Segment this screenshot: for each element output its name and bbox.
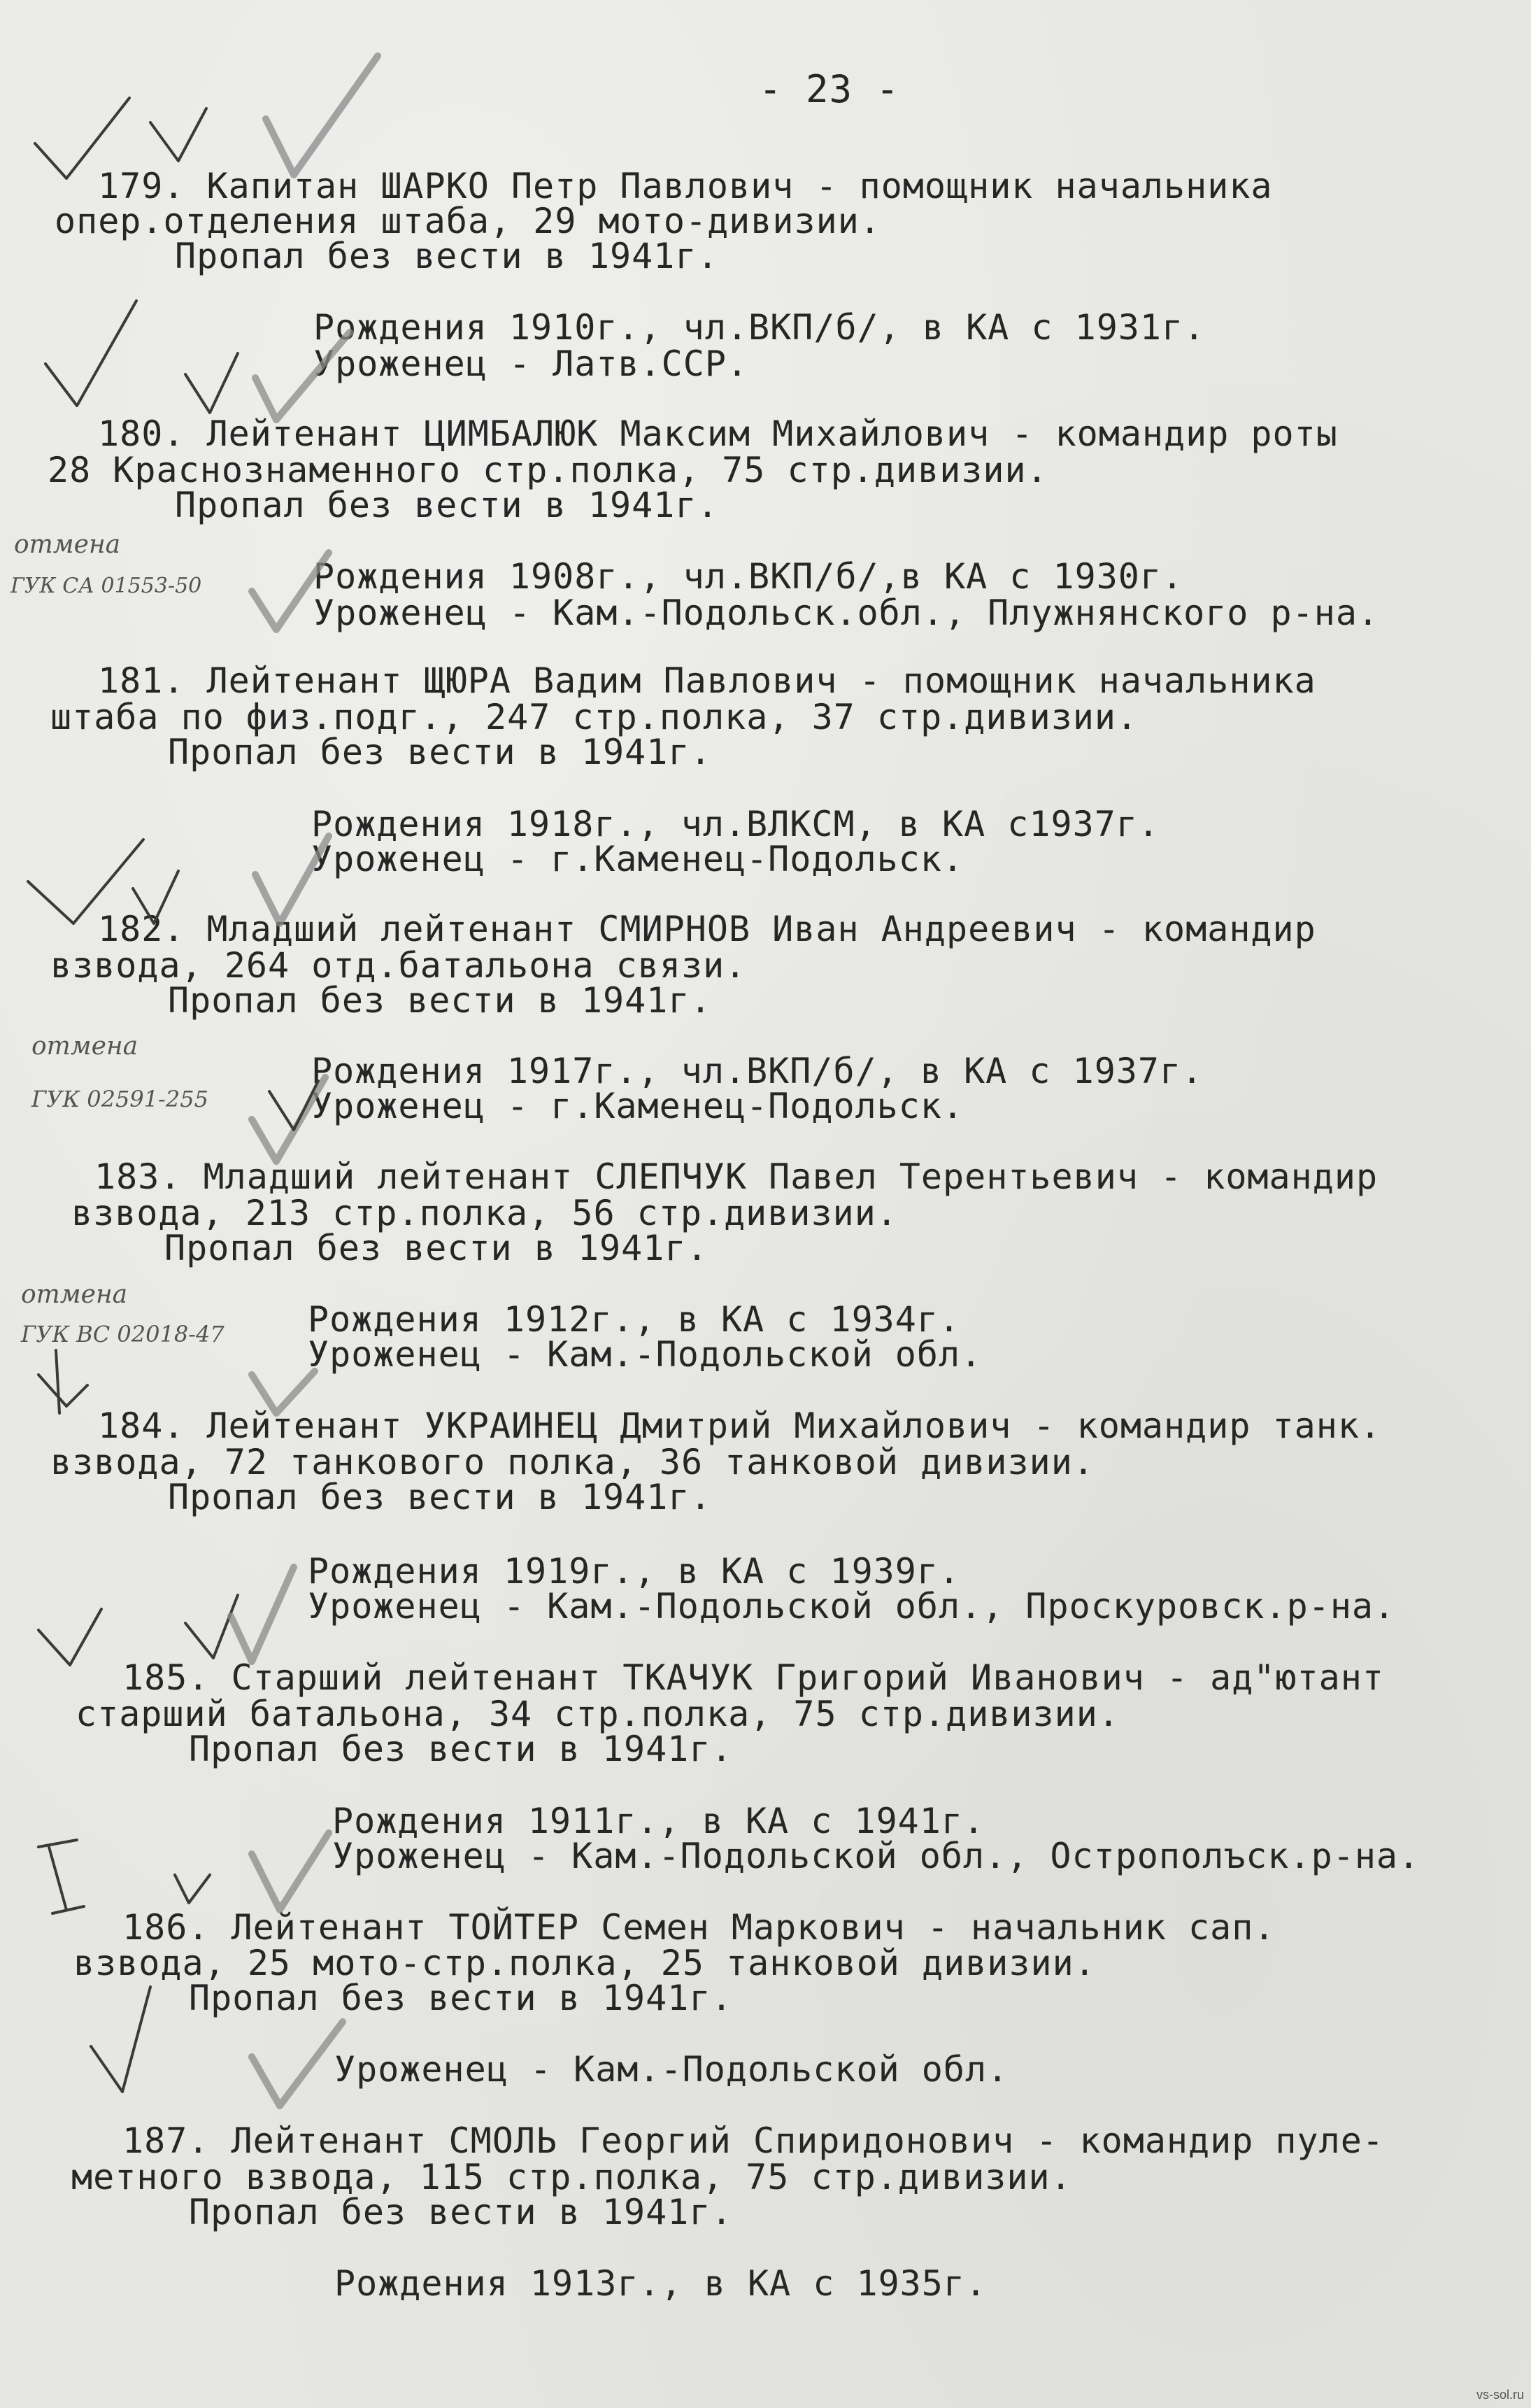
entry-182-line-1: 182. Младший лейтенант СМИРНОВ Иван Андреевич - командир bbox=[98, 909, 1316, 949]
entry-185-line-5: Уроженец - Кам.-Подольской обл., Острополъск.р-на. bbox=[332, 1836, 1420, 1876]
entry-181-line-2: штаба по физ.подг., 247 стр.полка, 37 стр.дивизии. bbox=[50, 697, 1139, 737]
margin-note-guk-3: ГУК ВС 02018-47 bbox=[21, 1321, 225, 1347]
entry-181-line-4: Рождения 1918г., чл.ВЛКСМ, в КА с1937г. bbox=[311, 804, 1160, 844]
margin-note-otmena-3: отмена bbox=[21, 1280, 128, 1309]
entry-179-line-1: 179. Капитан ШАРКО Петр Павлович - помощник начальника bbox=[98, 166, 1273, 206]
entry-180-line-5: Уроженец - Кам.-Подольск.обл., Плужнянского р-на. bbox=[313, 593, 1380, 633]
check-mark-185 bbox=[38, 1567, 294, 1665]
entry-181-line-1: 181. Лейтенант ЩЮРА Вадим Павлович - помощник начальника bbox=[98, 660, 1316, 701]
entry-184-line-1: 184. Лейтенант УКРАИНЕЦ Дмитрий Михайлович - командир танк. bbox=[98, 1405, 1382, 1446]
entry-179-line-2: опер.отделения штаба, 29 мото-дивизии. bbox=[55, 201, 881, 241]
entry-185-line-3: Пропал без вести в 1941г. bbox=[189, 1729, 733, 1769]
entry-182-line-3: Пропал без вести в 1941г. bbox=[168, 980, 712, 1021]
watermark: vs-sol.ru bbox=[1476, 2388, 1524, 2402]
margin-note-otmena-1: отмена bbox=[14, 530, 121, 559]
entry-187-line-1: 187. Лейтенант СМОЛЬ Георгий Спиридонович - командир пуле- bbox=[122, 2120, 1384, 2161]
entry-183-line-4: Рождения 1912г., в КА с 1934г. bbox=[308, 1299, 961, 1340]
check-mark-184 bbox=[38, 1350, 315, 1413]
entry-179-line-3: Пропал без вести в 1941г. bbox=[175, 236, 719, 276]
entry-184-line-4: Рождения 1919г., в КА с 1939г. bbox=[308, 1551, 961, 1592]
entry-186-line-3: Пропал без вести в 1941г. bbox=[189, 1978, 733, 2018]
entry-180-line-2: 28 Краснознаменного стр.полка, 75 стр.дивизии. bbox=[48, 450, 1048, 490]
entry-184-line-3: Пропал без вести в 1941г. bbox=[168, 1477, 712, 1517]
entry-180-line-1: 180. Лейтенант ЦИМБАЛЮК Максим Михайлович - командир роты bbox=[98, 413, 1338, 454]
entry-185-line-1: 185. Старший лейтенант ТКАЧУК Григорий Иванович - ад"ютант bbox=[122, 1657, 1384, 1698]
entry-186-line-2: взвода, 25 мото-стр.полка, 25 танковой дивизии. bbox=[73, 1943, 1096, 1983]
entry-185-line-4: Рождения 1911г., в КА с 1941г. bbox=[332, 1801, 985, 1841]
check-mark-186 bbox=[38, 1833, 329, 1913]
entry-183-line-5: Уроженец - Кам.-Подольской обл. bbox=[308, 1334, 983, 1375]
entry-181-line-5: Уроженец - г.Каменец-Подольск. bbox=[311, 839, 964, 879]
check-mark-179 bbox=[35, 56, 378, 178]
entry-180-line-4: Рождения 1908г., чл.ВКП/б/,в КА с 1930г. bbox=[313, 556, 1184, 597]
entry-186-line-1: 186. Лейтенант ТОЙТЕР Семен Маркович - начальник сап. bbox=[122, 1907, 1276, 1948]
entry-187-line-2: метного взвода, 115 стр.полка, 75 стр.дивизии. bbox=[71, 2157, 1072, 2197]
page-number: - 23 - bbox=[759, 67, 900, 111]
entry-183-line-3: Пропал без вести в 1941г. bbox=[164, 1228, 708, 1268]
margin-note-guk-1: ГУК СА 01553-50 bbox=[10, 574, 202, 598]
entry-183-line-1: 183. Младший лейтенант СЛЕПЧУК Павел Терентьевич - командир bbox=[94, 1156, 1379, 1197]
entry-187-line-4: Рождения 1913г., в КА с 1935г. bbox=[334, 2263, 988, 2304]
entry-185-line-2: старший батальона, 34 стр.полка, 75 стр.дивизии. bbox=[76, 1694, 1120, 1734]
entry-182-line-2: взвода, 264 отд.батальона связи. bbox=[50, 945, 747, 986]
entry-186-line-5: Уроженец - Кам.-Подольской обл. bbox=[334, 2049, 1009, 2090]
entry-179-line-4: Рождения 1910г., чл.ВКП/б/, в КА с 1931г. bbox=[313, 307, 1206, 348]
margin-note-guk-2: ГУК 02591-255 bbox=[31, 1086, 208, 1112]
check-mark-180 bbox=[45, 301, 350, 420]
entry-184-line-2: взвода, 72 танкового полка, 36 танковой дивизии. bbox=[50, 1442, 1095, 1482]
entry-183-line-2: взвода, 213 стр.полка, 56 стр.дивизии. bbox=[71, 1193, 898, 1233]
entry-179-line-5: Уроженец - Латв.ССР. bbox=[313, 344, 749, 384]
entry-182-line-4: Рождения 1917г., чл.ВКП/б/, в КА с 1937г. bbox=[311, 1051, 1204, 1091]
entry-182-line-5: Уроженец - г.Каменец-Подольск. bbox=[311, 1086, 964, 1126]
entry-187-line-3: Пропал без вести в 1941г. bbox=[189, 2192, 733, 2232]
entry-180-line-3: Пропал без вести в 1941г. bbox=[175, 485, 719, 525]
entry-184-line-5: Уроженец - Кам.-Подольской обл., Проскуровск.р-на. bbox=[308, 1586, 1396, 1627]
margin-note-otmena-2: отмена bbox=[31, 1032, 138, 1061]
entry-181-line-3: Пропал без вести в 1941г. bbox=[168, 732, 712, 772]
